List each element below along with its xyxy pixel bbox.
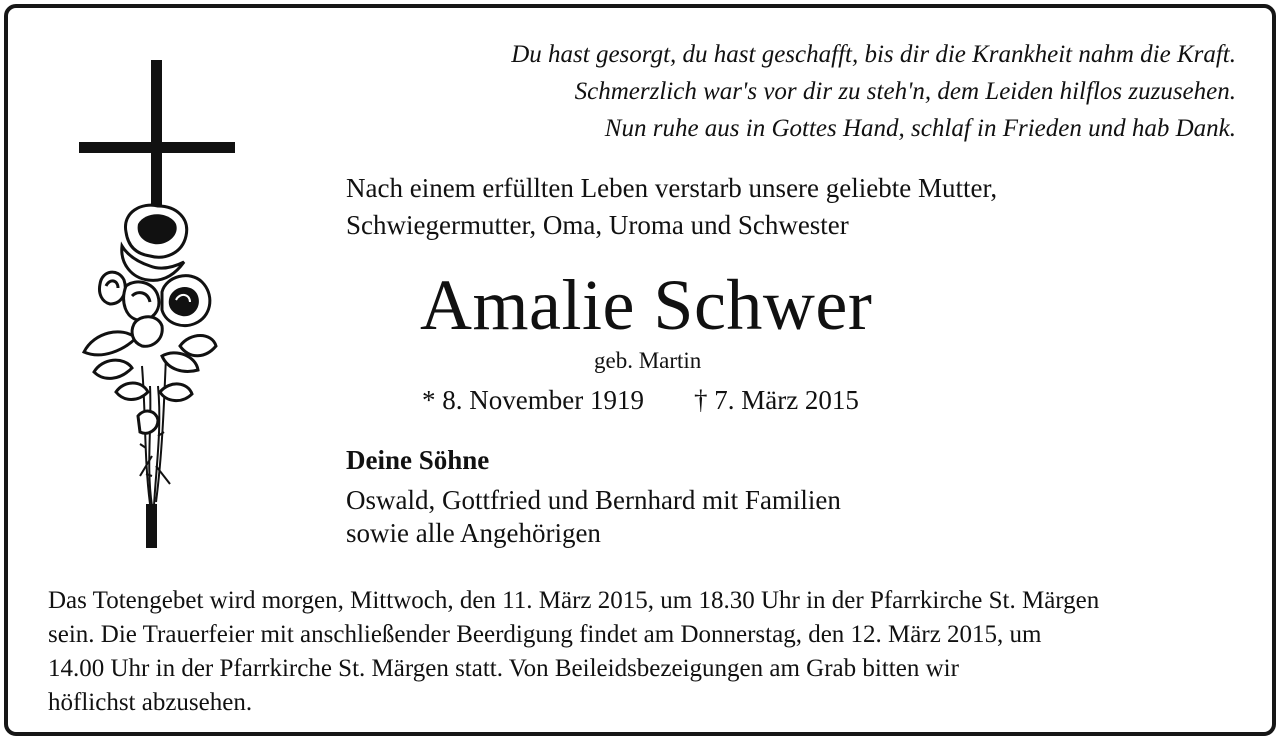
family-title: Deine Söhne [346, 445, 490, 475]
service-line: sein. Die Trauerfeier mit anschließender Beerdigung findet am Donnerstag, den 12. März 2015, um [48, 621, 1042, 648]
service-info [48, 584, 1248, 720]
service-line: 14.00 Uhr in der Pfarrkirche St. Märgen statt. Von Beileidsbezeigungen am Grab bitten wir [48, 655, 959, 682]
service-line: Das Totengebet wird morgen, Mittwoch, den 11. März 2015, um 18.30 Uhr in der Pfarrkirche St. Märgen [48, 587, 1100, 614]
cross-with-roses-icon [66, 56, 242, 552]
poem-line: Schmerzlich war's vor dir zu steh'n, dem Leiden hilflos zuzusehen. [574, 78, 1236, 105]
maiden-name: geb. Martin [594, 348, 702, 373]
family-line: Oswald, Gottfried und Bernhard mit Familien [346, 485, 841, 515]
poem [511, 36, 1236, 147]
announcement-line: Schwiegermutter, Oma, Uroma und Schwester [346, 210, 849, 240]
poem-line: Du hast gesorgt, du hast geschafft, bis dir die Krankheit nahm die Kraft. [511, 41, 1236, 68]
service-line: höflichst abzusehen. [48, 689, 253, 716]
announcement-line: Nach einem erfüllten Leben verstarb unsere geliebte Mutter, [346, 173, 998, 203]
death-date: † 7. März 2015 [693, 385, 859, 415]
birth-date: * 8. November 1919 [422, 385, 644, 415]
announcement [346, 170, 997, 244]
deceased-name: Amalie Schwer [420, 265, 873, 345]
poem-line: Nun ruhe aus in Gottes Hand, schlaf in Frieden und hab Dank. [604, 115, 1236, 142]
family-names [346, 484, 841, 550]
family-line: sowie alle Angehörigen [346, 518, 601, 548]
life-dates [422, 382, 859, 418]
